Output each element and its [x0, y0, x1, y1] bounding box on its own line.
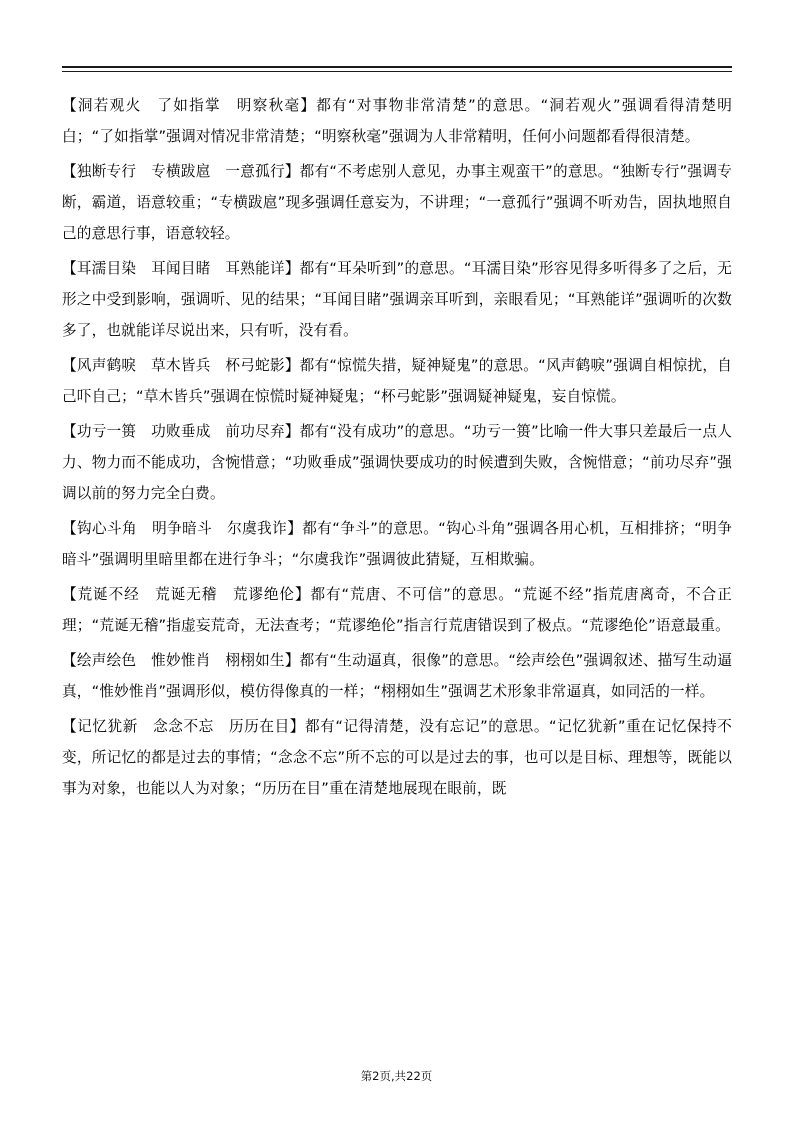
paragraph: 【记忆犹新 念念不忘 历历在目】都有“记得清楚，没有忘记”的意思。“记忆犹新”重在记忆保持不变，所记忆的都是过去的事情；“念念不忘”所不忘的可以是过去的事，也可以是目标、理想等，既能以事为对象，也能以人为对象；“历历在目”重在清楚地展现在眼前，既: [62, 718, 732, 797]
document-body: [62, 66, 732, 808]
paragraph: 【钩心斗角 明争暗斗 尔虞我诈】都有“争斗”的意思。“钩心斗角”强调各用心机，互相排挤；“明争暗斗”强调明里暗里都在进行争斗；“尔虞我诈”强调彼此猜疑，互相欺骗。: [62, 520, 732, 568]
paragraph: 【功亏一篑 功败垂成 前功尽弃】都有“没有成功”的意思。“功亏一篑”比喻一件大事只差最后一点人力、物力而不能成功，含惋惜意；“功败垂成”强调快要成功的时候遭到失败，含惋惜意；“前功尽弃”强调以前的努力完全白费。: [62, 423, 732, 502]
paragraph: 【荒诞不经 荒诞无稽 荒谬绝伦】都有“荒唐、不可信”的意思。“荒诞不经”指荒唐离奇，不合正理；“荒诞无稽”指虚妄荒奇，无法查考；“荒谬绝伦”指言行荒唐错误到了极点。“荒谬绝伦”语意最重。: [62, 586, 732, 634]
paragraph: 【耳濡目染 耳闻目睹 耳熟能详】都有“耳朵听到”的意思。“耳濡目染”形容见得多听得多了之后，无形之中受到影响，强调听、见的结果；“耳闻目睹”强调亲耳听到，亲眼看见；“耳熟能详”强调听的次数多了，也就能详尽说出来，只有听，没有看。: [62, 260, 732, 339]
page-footer: 第2页,共22页: [360, 1069, 433, 1083]
paragraph: 【独断专行 专横跋扈 一意孤行】都有“不考虑别人意见，办事主观蛮干”的意思。“独断专行”强调专断，霸道，语意较重；“专横跋扈”现多强调任意妄为，不讲理；“一意孤行”强调不听劝告，固执地照自己的意思行事，语意较轻。: [62, 163, 732, 242]
header-rule-thin: [62, 71, 732, 72]
paragraph: 【风声鹤唳 草木皆兵 杯弓蛇影】都有“惊慌失措，疑神疑鬼”的意思。“风声鹤唳”强调自相惊扰，自己吓自己；“草木皆兵”强调在惊慌时疑神疑鬼；“杯弓蛇影”强调疑神疑鬼，妄自惊慌。: [62, 357, 732, 405]
paragraph: 【绘声绘色 惟妙惟肖 栩栩如生】都有“生动逼真，很像”的意思。“绘声绘色”强调叙述、描写生动逼真，“惟妙惟肖”强调形似，模仿得像真的一样；“栩栩如生”强调艺术形象非常逼真，如同活的一样。: [62, 652, 732, 700]
paragraph: 【洞若观火 了如指掌 明察秋毫】都有“对事物非常清楚”的意思。“洞若观火”强调看得清楚明白；“了如指掌”强调对情况非常清楚；“明察秋毫”强调为人非常精明，任何小问题都看得很清楚。: [62, 97, 732, 145]
